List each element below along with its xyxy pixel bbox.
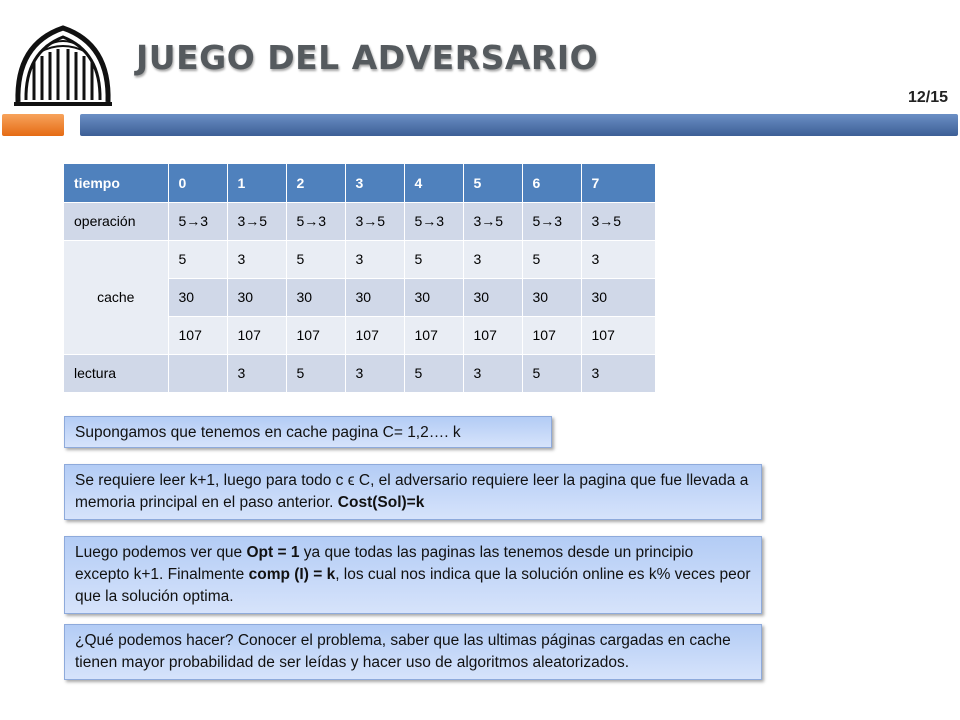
table-cell: 3→5 (227, 202, 286, 240)
row-label: operación (64, 202, 168, 240)
analysis-text-e: , los cual nos indica que la solución online es k% veces peor que la solución optima. (75, 566, 751, 605)
table-cell (168, 354, 227, 392)
table-cell: 3→5 (463, 202, 522, 240)
table-cell: 30 (404, 278, 463, 316)
table-cell: 3 (581, 354, 655, 392)
table-cell: 5 (522, 354, 581, 392)
table-cell: 5→3 (168, 202, 227, 240)
requirement-box (64, 464, 762, 520)
table-header-row (64, 164, 655, 202)
table-cell: 5→3 (522, 202, 581, 240)
table-header-cell: tiempo (64, 164, 168, 202)
question-box (64, 624, 762, 680)
table-cell: 5 (404, 354, 463, 392)
table-cell: 5→3 (286, 202, 345, 240)
table-cell: 3 (463, 354, 522, 392)
table-cell: 3 (345, 354, 404, 392)
analysis-box (64, 536, 762, 614)
table-header-cell: 1 (227, 164, 286, 202)
table-header-cell: 0 (168, 164, 227, 202)
assumption-text: Supongamos que tenemos en cache pagina C= 1,2…. k (75, 424, 461, 441)
table-cell: 107 (522, 316, 581, 354)
analysis-text-a: Luego podemos ver que (75, 544, 247, 561)
requirement-text: Se requiere leer k+1, luego para todo c ϵ C, el adversario requiere leer la pagina que fue llevada a memoria principal en el paso anterior. (75, 472, 749, 511)
table-cell: 3→5 (581, 202, 655, 240)
row-label: cache (64, 240, 168, 354)
table-cell: 30 (168, 278, 227, 316)
cost-formula: Cost(Sol)=k (337, 494, 425, 511)
table-header-cell: 7 (581, 164, 655, 202)
table-cell: 3 (345, 240, 404, 278)
table-header-cell: 6 (522, 164, 581, 202)
table-cell: 3 (227, 354, 286, 392)
table-cell: 30 (463, 278, 522, 316)
analysis-text-c: ya que todas las paginas las tenemos desde un principio excepto k+1. Finalmente (75, 544, 694, 583)
table-cell: 107 (463, 316, 522, 354)
table-header-cell: 3 (345, 164, 404, 202)
table-cell: 107 (168, 316, 227, 354)
orange-accent-bar (2, 114, 64, 136)
table-cell: 5 (286, 240, 345, 278)
table-cell: 107 (581, 316, 655, 354)
table-header-cell: 2 (286, 164, 345, 202)
slide-title: JUEGO DEL ADVERSARIO (136, 38, 599, 77)
row-label: lectura (64, 354, 168, 392)
question-text: ¿Qué podemos hacer? Conocer el problema, saber que las ultimas páginas cargadas en cache tienen mayor probabilidad de ser leídas y hacer uso de algoritmos aleatorizados. (75, 632, 731, 671)
table-row-cache-1 (64, 240, 655, 278)
table-cell: 5 (286, 354, 345, 392)
adversary-table (64, 164, 656, 393)
table-row-lectura (64, 354, 655, 392)
table-cell: 107 (404, 316, 463, 354)
table-row-operacion (64, 202, 655, 240)
blue-header-bar (80, 114, 958, 136)
table-cell: 30 (227, 278, 286, 316)
table-cell: 3 (463, 240, 522, 278)
table-cell: 5 (168, 240, 227, 278)
table-cell: 30 (581, 278, 655, 316)
table-cell: 5 (404, 240, 463, 278)
table-cell: 30 (286, 278, 345, 316)
table-cell: 107 (345, 316, 404, 354)
university-logo (10, 22, 116, 108)
table-cell: 107 (286, 316, 345, 354)
table-cell: 3→5 (345, 202, 404, 240)
table-cell: 3 (581, 240, 655, 278)
table-cell: 3 (227, 240, 286, 278)
assumption-box (64, 416, 552, 448)
table-cell: 30 (522, 278, 581, 316)
comp-formula: comp (I) = k (248, 566, 336, 583)
table-cell: 30 (345, 278, 404, 316)
table-cell: 107 (227, 316, 286, 354)
opt-formula: Opt = 1 (246, 544, 300, 561)
table-cell: 5→3 (404, 202, 463, 240)
page-number: 12/15 (907, 89, 948, 106)
table-header-cell: 4 (404, 164, 463, 202)
table-header-cell: 5 (463, 164, 522, 202)
table-cell: 5 (522, 240, 581, 278)
